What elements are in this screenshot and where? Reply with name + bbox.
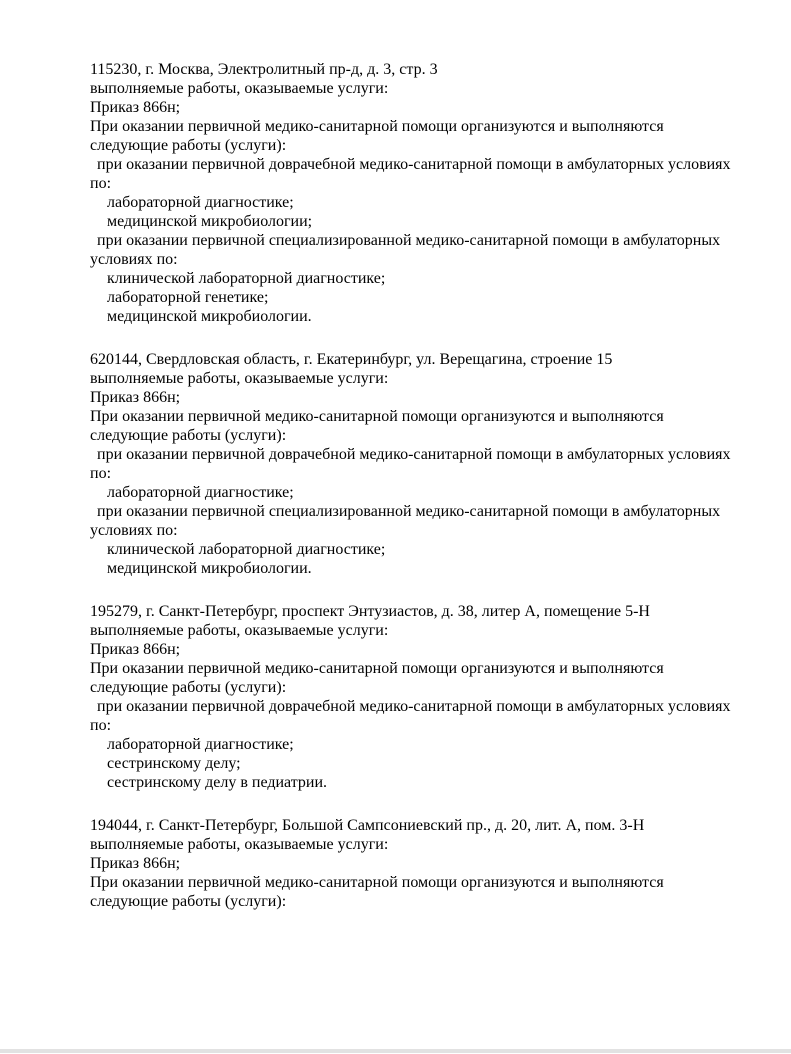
service-line: при оказании первичной доврачебной медико-санитарной помощи в амбулаторных условиях по: <box>90 446 731 482</box>
address-line: 620144, Свердловская область, г. Екатеринбург, ул. Верещагина, строение 15 <box>90 351 613 368</box>
page-bottom-bar <box>0 1049 791 1053</box>
service-line: выполняемые работы, оказываемые услуги: <box>90 80 389 97</box>
service-line: лабораторной диагностике; <box>107 736 294 753</box>
address-line: 194044, г. Санкт-Петербург, Большой Сампсониевский пр., д. 20, лит. А, пом. 3-Н <box>90 817 645 834</box>
service-line: при оказании первичной доврачебной медико-санитарной помощи в амбулаторных условиях по: <box>90 698 731 734</box>
service-line: лабораторной диагностике; <box>107 194 294 211</box>
service-line: клинической лабораторной диагностике; <box>107 541 386 558</box>
service-line: при оказании первичной доврачебной медико-санитарной помощи в амбулаторных условиях по: <box>90 156 731 192</box>
address-line: 115230, г. Москва, Электролитный пр-д, д. 3, стр. 3 <box>90 61 438 78</box>
address-section <box>90 60 742 326</box>
address-section <box>90 816 742 911</box>
service-line: Приказ 866н; <box>90 855 181 872</box>
address-line: 195279, г. Санкт-Петербург, проспект Энтузиастов, д. 38, литер А, помещение 5-Н <box>90 603 650 620</box>
service-line: выполняемые работы, оказываемые услуги: <box>90 370 389 387</box>
address-section <box>90 350 742 578</box>
service-line: медицинской микробиологии. <box>107 308 312 325</box>
service-line: выполняемые работы, оказываемые услуги: <box>90 836 389 853</box>
address-section <box>90 602 742 792</box>
document-sections <box>90 60 742 911</box>
service-line: медицинской микробиологии. <box>107 560 312 577</box>
service-line: лабораторной генетике; <box>107 289 269 306</box>
service-line: сестринскому делу в педиатрии. <box>107 774 328 791</box>
service-line: Приказ 866н; <box>90 99 181 116</box>
service-line: медицинской микробиологии; <box>107 213 313 230</box>
service-line: Приказ 866н; <box>90 641 181 658</box>
service-line: При оказании первичной медико-санитарной помощи организуются и выполняются следующие работы (услуги): <box>90 408 664 444</box>
service-line: при оказании первичной специализированной медико-санитарной помощи в амбулаторных условиях по: <box>90 503 721 539</box>
service-line: выполняемые работы, оказываемые услуги: <box>90 622 389 639</box>
service-line: лабораторной диагностике; <box>107 484 294 501</box>
service-line: Приказ 866н; <box>90 389 181 406</box>
service-line: При оказании первичной медико-санитарной помощи организуются и выполняются следующие работы (услуги): <box>90 118 664 154</box>
service-line: При оказании первичной медико-санитарной помощи организуются и выполняются следующие работы (услуги): <box>90 874 664 910</box>
service-line: При оказании первичной медико-санитарной помощи организуются и выполняются следующие работы (услуги): <box>90 660 664 696</box>
service-line: при оказании первичной специализированной медико-санитарной помощи в амбулаторных условиях по: <box>90 232 721 268</box>
service-line: сестринскому делу; <box>107 755 241 772</box>
service-line: клинической лабораторной диагностике; <box>107 270 386 287</box>
